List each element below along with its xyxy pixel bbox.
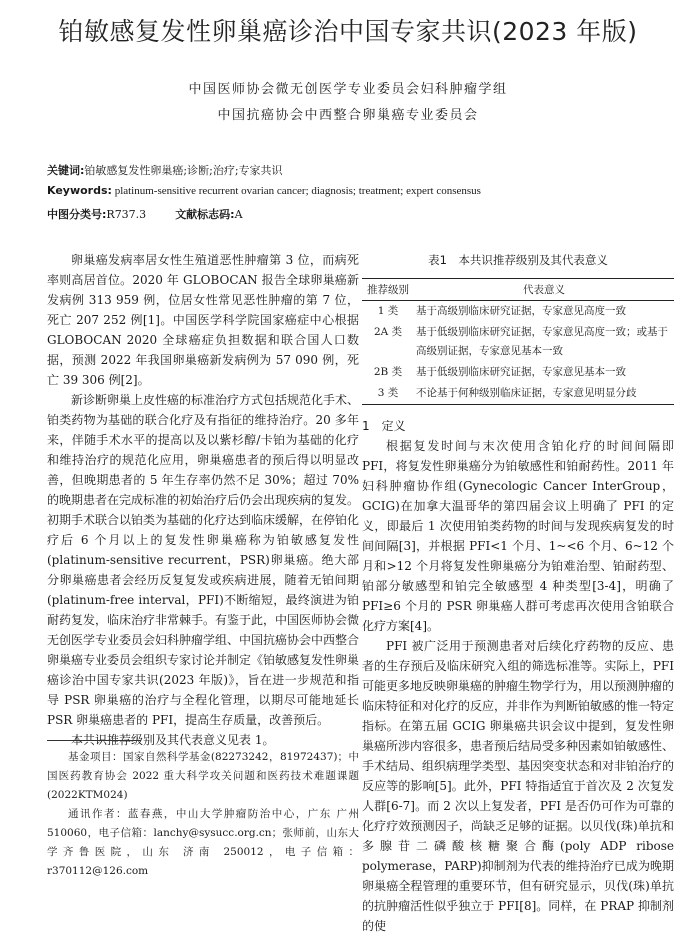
keywords-cn-text: 铂敏感复发性卵巢癌;诊断;治疗;专家共识 <box>84 164 283 177</box>
keywords-cn <box>47 162 283 178</box>
table-row <box>362 322 674 362</box>
affiliation-2: 中国抗癌协会中西整合卵巢癌专业委员会 <box>217 108 479 123</box>
body-paragraph: PFI 被广泛用于预测患者对后续化疗药物的反应、患者的生存预后及临床研究入组的筛选标准等。实际上，PFI 可能更多地反映卵巢癌的肿瘤生物学行为，用以预测肿瘤的临床特征和对化疗的反应，并非作为判断铂敏感的惟一特定指标。在第五届 GCIG 卵巢癌共识会议中提到，复发性卵巢癌所涉内容很多，患者预后结局受多种因素如铂敏感性、手术结局、组织病理学类型、基因突变状态和对非铂治疗的反应等的影响[5]。此外，PFI 特指适宜于首次及 2 次复发人群[6-7]。而 2 次以上复发者，PFI 是否仍可作为可靠的化疗疗效预测因子，尚缺乏足够的证据。以贝伐(珠)单抗和多腺苷二磷酸核糖聚合酶(poly ADP ribose polymerase，PARP)抑制剂为代表的维持治疗已成为晚期卵巢癌全程管理的重要环节，但有研究显示，贝伐(珠)单抗的抗肿瘤活性似乎独立于 PFI[8]。同样，在 PRAP 抑制剂的使 <box>362 639 675 933</box>
keywords-cn-label: 关键词: <box>47 164 85 177</box>
section-heading: 1 定义 <box>362 419 406 433</box>
body-paragraph: 新诊断卵巢上皮性癌的标准治疗方式包括规范化手术、铂类药物为基础的联合化疗及有指征的维持治疗。20 多年来，伴随手术水平的提高以及以紫杉醇/卡铂为基础的化疗和维持治疗的规范化应用，卵巢癌患者的预后得以明显改善，但晚期患者的 5 年生存率仍然不足 30%；超过 70% 的晚期患者在完成标准的初始治疗后仍会出现疾病的复发。初期手术联合以铂类为基础的化疗达到临床缓解，在停铂化疗后 6 个月以上的复发性卵巢癌称为铂敏感复发性(platinum-sensitive recurrent，PSR)卵巢癌。绝大部分卵巢癌患者会经历反复复发或疾病进展，随着无铂间期(platinum-free interval，PFI)不断缩短，最终演进为铂耐药复发，临床治疗非常棘手。有鉴于此，中国医师协会微无创医学专业委员会妇科肿瘤学组、中国抗癌协会中西整合卵巢癌专业委员会组织专家讨论并制定《铂敏感复发性卵巢癌诊治中国专家共识(2023 年版)》，旨在进一步规范和指导 PSR 卵巢癌的治疗与全程化管理，以期尽可能地延长 PSR 卵巢癌患者的 PFI，提高生存质量，改善预后。 <box>47 393 360 727</box>
table-header-level: 推荐级别 <box>362 279 414 301</box>
correspondence-note: 通讯作者：蓝春燕，中山大学肿瘤防治中心，广东 广州 510060，电子信箱：lanchy@sysucc.org.cn；张师前，山东大学齐鲁医院，山东 济南 250012，电子信箱：r370112@126.com <box>47 808 359 877</box>
table-row <box>362 362 674 383</box>
body-paragraph: 本共识推荐级别及其代表意义见表 1。 <box>71 733 275 747</box>
funding-note: 基金项目：国家自然科学基金(82273242，81972437)；中国医药教育协会 2022 重大科学攻关问题和医药技术难题课题(2022KTM024) <box>47 751 359 801</box>
classification <box>47 206 243 222</box>
table-header-meaning: 代表意义 <box>414 279 674 301</box>
left-column <box>47 250 359 750</box>
keywords-en-text: platinum-sensitive recurrent ovarian cancer; diagnosis; treatment; expert consensus <box>114 185 481 197</box>
keywords-en <box>47 184 481 197</box>
doc-code-label: 文献标志码: <box>175 208 235 221</box>
table-cell-level: 2A 类 <box>373 326 403 338</box>
table-cell-meaning: 基于低级别临床研究证据，专家意见基本一致 <box>416 366 626 378</box>
recommendation-table <box>362 278 674 405</box>
table-row <box>362 383 674 405</box>
clc-label: 中图分类号: <box>47 208 107 221</box>
table-cell-level: 2B 类 <box>373 366 403 378</box>
table-cell-meaning: 基于低级别临床研究证据，专家意见高度一致；或基于高级别证据，专家意见基本一致 <box>416 326 668 357</box>
doc-code-value: A <box>234 208 243 221</box>
table-cell-meaning: 基于高级别临床研究证据，专家意见高度一致 <box>416 305 626 317</box>
table-caption: 表1 本共识推荐级别及其代表意义 <box>428 253 608 267</box>
clc-value: R737.3 <box>106 208 147 221</box>
body-paragraph: 卵巢癌发病率居女性生殖道恶性肿瘤第 3 位，而病死率则高居首位。2020 年 GLOBOCAN 报告全球卵巢癌新发病例 313 959 例，位居女性常见恶性肿瘤的第 7 位，死亡 207 252 例[1]。中国医学科学院国家癌症中心根据 GLOBOCAN 2020 全球癌症负担数据和联合国人口数据，预测 2022 年我国卵巢癌新发病例为 57 090 例，死亡 39 306 例[2]。 <box>47 253 359 387</box>
keywords-en-label: Keywords: <box>47 184 112 197</box>
right-column <box>362 416 674 936</box>
body-paragraph: 根据复发时间与末次使用含铂化疗的时间间隔即 PFI，将复发性卵巢癌分为铂敏感性和铂耐药性。2011 年妇科肿瘤协作组(Gynecologic Cancer InterGroup，GCIG)在加拿大温哥华的第四届会议上明确了 PFI 的定义，即最后 1 次使用铂类药物的时间与发现疾病复发的时间间隔[3]，并根据 PFI<1 个月、1~<6 个月、6~12 个月和>12 个月将复发性卵巢癌分为铂难治型、铂耐药型、铂部分敏感型和铂完全敏感型 4 种类型[3-4]，明确了 PFI≥6 个月的 PSR 卵巢癌人群可考虑再次使用含铂联合化疗方案[4]。 <box>362 439 674 633</box>
table-cell-meaning: 不论基于何种级别临床证据，专家意见明显分歧 <box>414 383 674 405</box>
table-cell-level: 1 类 <box>377 305 399 317</box>
page-title: 铂敏感复发性卵巢癌诊治中国专家共识(2023 年版) <box>58 17 638 46</box>
footnotes <box>47 748 359 881</box>
table-cell-level: 3 类 <box>362 383 414 405</box>
table-row <box>362 301 674 323</box>
affiliation-1: 中国医师协会微无创医学专业委员会妇科肿瘤学组 <box>188 82 508 97</box>
footnote-divider <box>47 740 141 741</box>
